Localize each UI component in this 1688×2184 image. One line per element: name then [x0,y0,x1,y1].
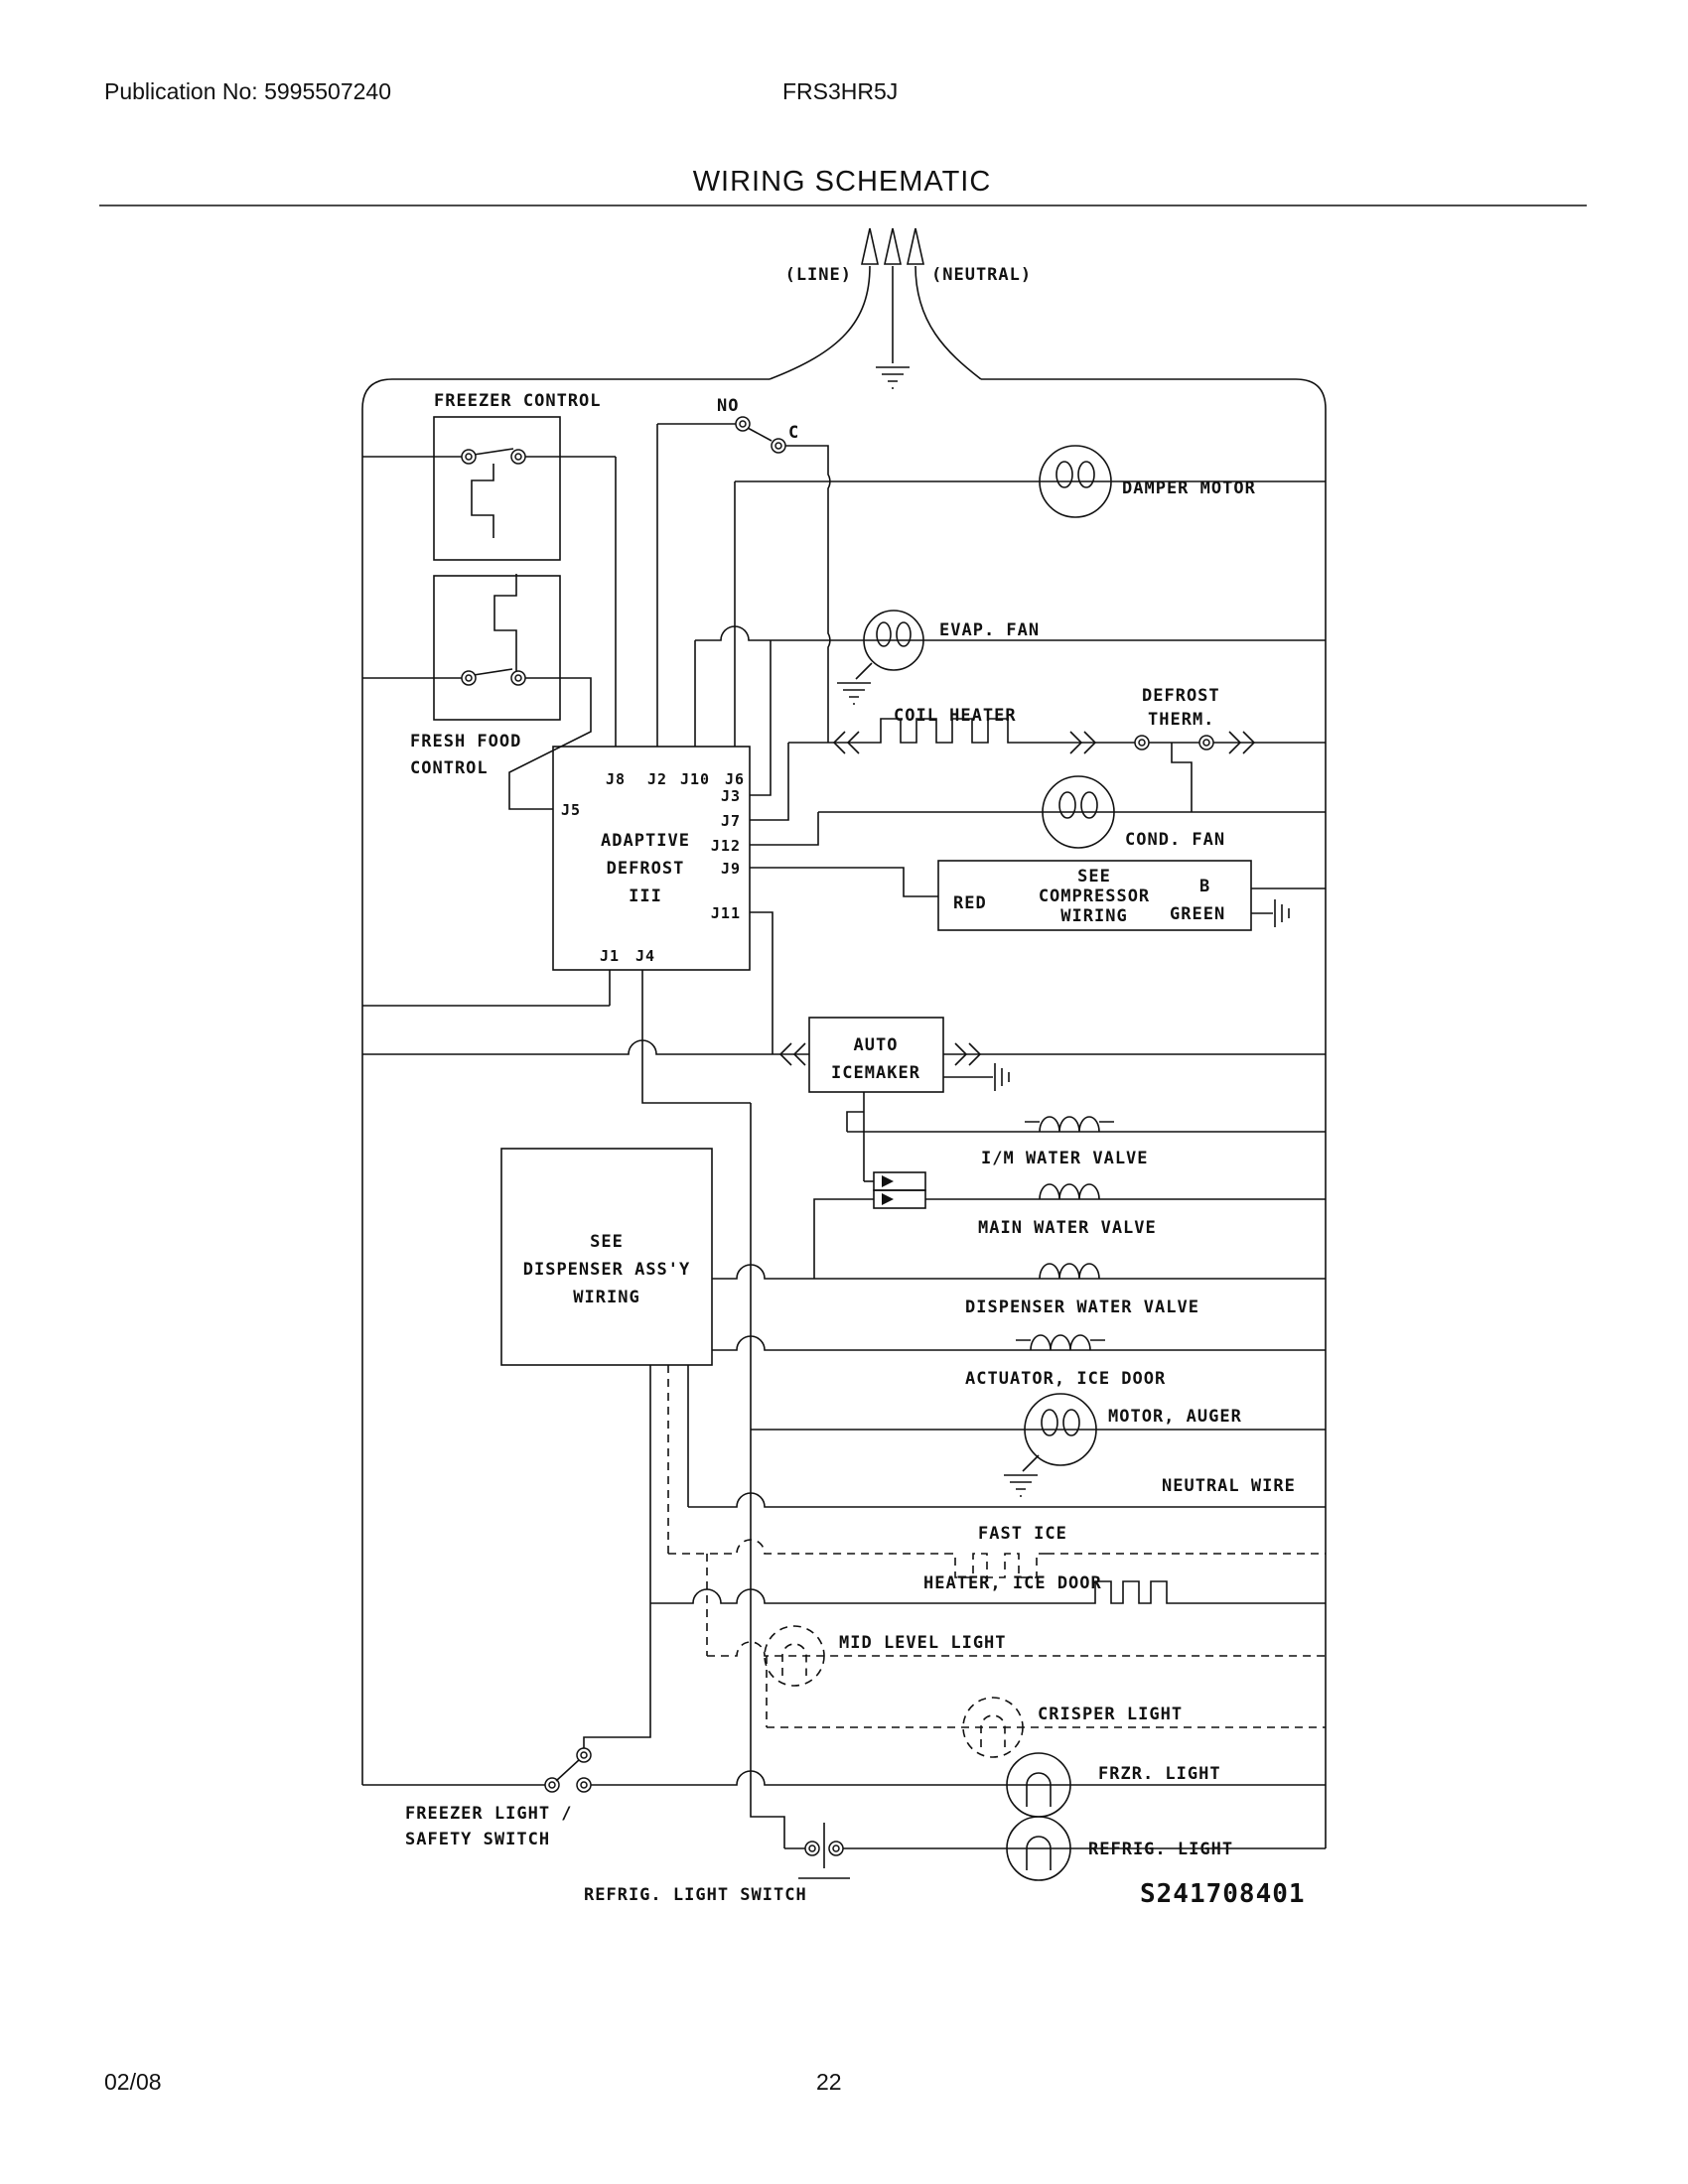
defrost-heater-row [788,686,1326,812]
pin-j7: J7 [720,812,741,830]
adaptive-label-2: DEFROST [606,859,685,879]
j9-wire [750,868,938,896]
compressor-section [938,861,1326,930]
dispenser-assy-box-group [501,1103,784,1848]
main-water-valve-label: MAIN WATER VALVE [978,1218,1157,1238]
power-supply-entry [770,228,1032,388]
defrost-therm-label-2: THERM. [1148,710,1215,730]
fast-ice-label: FAST ICE [978,1524,1067,1544]
compressor-label-3: WIRING [1060,906,1128,926]
refrig-light-switch-label: REFRIG. LIGHT SWITCH [584,1885,807,1905]
freezer-light-switch-label-2: SAFETY SWITCH [405,1830,551,1849]
main-water-valve-row [925,1184,1326,1238]
pin-j6: J6 [724,770,746,788]
heater-ice-door-row [650,1573,1326,1603]
freezer-control [362,391,616,560]
pin-j1: J1 [599,947,621,965]
pin-j12: J12 [710,837,741,855]
im-water-valve-row [847,1112,1326,1168]
dispenser-assy-box [501,1149,712,1365]
schematic-part-number: S241708401 [1140,1879,1306,1909]
compressor-label-2: COMPRESSOR [1038,887,1151,906]
defrost-therm-jog-wire [1172,743,1192,812]
icemaker-row-wire-left [362,1040,809,1054]
dispenser-label-1: SEE [590,1232,624,1252]
footer-page-number: 22 [816,2069,842,2095]
evap-fan-row [695,611,1326,704]
safety-switch-feed-wire [584,1365,650,1748]
red-wire-label: RED [953,893,987,913]
adaptive-label-1: ADAPTIVE [601,831,690,851]
publication-number: Publication No: 5995507240 [104,78,392,104]
pin-j8: J8 [605,770,627,788]
line-label: (LINE) [784,265,852,285]
damper-motor-label: DAMPER MOTOR [1122,478,1256,498]
c-wire-with-hops [785,446,830,743]
actuator-wire [712,1336,1326,1350]
ground-symbol-icon [837,683,871,704]
neutral-label: (NEUTRAL) [931,265,1033,285]
auto-icemaker-label-2: ICEMAKER [831,1063,920,1083]
damper-motor-row [735,446,1326,517]
fresh-food-control-box [434,576,560,720]
crisper-light-label: CRISPER LIGHT [1038,1705,1184,1724]
green-wire-label: GREEN [1170,904,1226,924]
fresh-food-thermostat-element [494,574,516,671]
b-wire-label: B [1199,877,1211,896]
ground-arrow-icon [885,228,901,264]
ground-symbol-icon [1004,1475,1038,1496]
j3-wire [750,640,771,795]
actuator-ice-door-label: ACTUATOR, ICE DOOR [965,1369,1167,1389]
freezer-thermostat-element [472,464,493,538]
j12-wire [750,812,818,845]
refrig-light-label: REFRIG. LIGHT [1088,1840,1234,1859]
actuator-ice-door-row [712,1335,1326,1389]
heater-ice-door-label: HEATER, ICE DOOR [923,1573,1102,1593]
fresh-food-control [362,574,591,809]
valve-connector [814,1172,925,1279]
pin-j9: J9 [720,860,741,878]
model-number: FRS3HR5J [782,78,899,104]
pin-j10: J10 [679,770,711,788]
fresh-food-blade [474,669,512,675]
j1-wire [362,970,610,1006]
line-arrow-icon [862,228,878,264]
dispenser-valve-wire [712,1265,1326,1279]
frzr-light-row [362,1748,1326,1849]
mid-level-light-label: MID LEVEL LIGHT [839,1633,1007,1653]
no-label: NO [717,396,740,416]
crisper-light-row [767,1656,1326,1757]
cond-fan-row [818,776,1326,850]
im-valve-wire [847,1112,1326,1132]
pin-j4: J4 [634,947,656,965]
dispenser-label-3: WIRING [573,1288,640,1307]
defrost-therm-label-1: DEFROST [1142,686,1220,706]
refrig-light-row [584,1817,1326,1909]
dispenser-water-valve-row [712,1264,1326,1317]
compressor-label-1: SEE [1077,867,1111,887]
safety-switch-blade [556,1759,580,1781]
relay-blade [748,428,772,441]
fresh-food-label-1: FRESH FOOD [410,732,522,751]
motor-auger-label: MOTOR, AUGER [1108,1407,1242,1427]
evap-fan-label: EVAP. FAN [939,620,1041,640]
solenoid-coil-icon [1031,1335,1090,1350]
auger-ground-stub [1023,1455,1039,1471]
im-water-valve-label: I/M WATER VALVE [981,1149,1149,1168]
solenoid-coil-icon [1040,1184,1099,1199]
defrost-relay-switch [657,396,830,743]
freezer-control-box [434,417,560,560]
pin-j11: J11 [710,904,741,922]
dispenser-label-2: DISPENSER ASS'Y [522,1260,691,1280]
j4-wire [642,970,751,1103]
fast-ice-wire-left [668,1540,945,1554]
j7-wire [750,743,788,820]
pin-j5: J5 [561,801,582,819]
footer-date: 02/08 [104,2069,162,2095]
chassis-ground-icon [1275,899,1289,927]
neutral-arrow-icon [908,228,923,264]
chassis-ground-icon [995,1063,1009,1091]
evap-ground-stub [856,663,872,679]
adaptive-label-3: III [629,887,662,906]
freezer-light-switch-label-1: FREEZER LIGHT / [405,1804,573,1824]
right-bus-wire [751,1103,784,1848]
solenoid-coil-icon [1040,1264,1099,1279]
connector-bottom-wire [814,1199,874,1279]
auto-icemaker-row [362,1018,1326,1181]
neutral-wire-row [688,1476,1326,1507]
neutral-wire-label: NEUTRAL WIRE [1162,1476,1296,1496]
pin-j3: J3 [720,787,741,805]
pin-j2: J2 [646,770,668,788]
solenoid-coil-icon [1040,1117,1099,1132]
cond-fan-label: COND. FAN [1125,830,1226,850]
freezer-thermostat-blade [474,449,513,455]
c-label: C [788,423,800,443]
coil-heater-label: COIL HEATER [894,706,1017,726]
fresh-food-label-2: CONTROL [410,758,489,778]
page-title: WIRING SCHEMATIC [692,166,992,198]
auto-icemaker-label-1: AUTO [853,1035,899,1055]
ground-symbol-icon [876,367,910,388]
fast-ice-row [668,1524,1326,1577]
j11-wire [750,912,773,1054]
dispenser-water-valve-label: DISPENSER WATER VALVE [965,1297,1199,1317]
cabinet-outline [362,379,1326,1848]
mid-light-wire [707,1642,1326,1656]
freezer-control-label: FREEZER CONTROL [434,391,602,411]
frzr-light-label: FRZR. LIGHT [1098,1764,1221,1784]
